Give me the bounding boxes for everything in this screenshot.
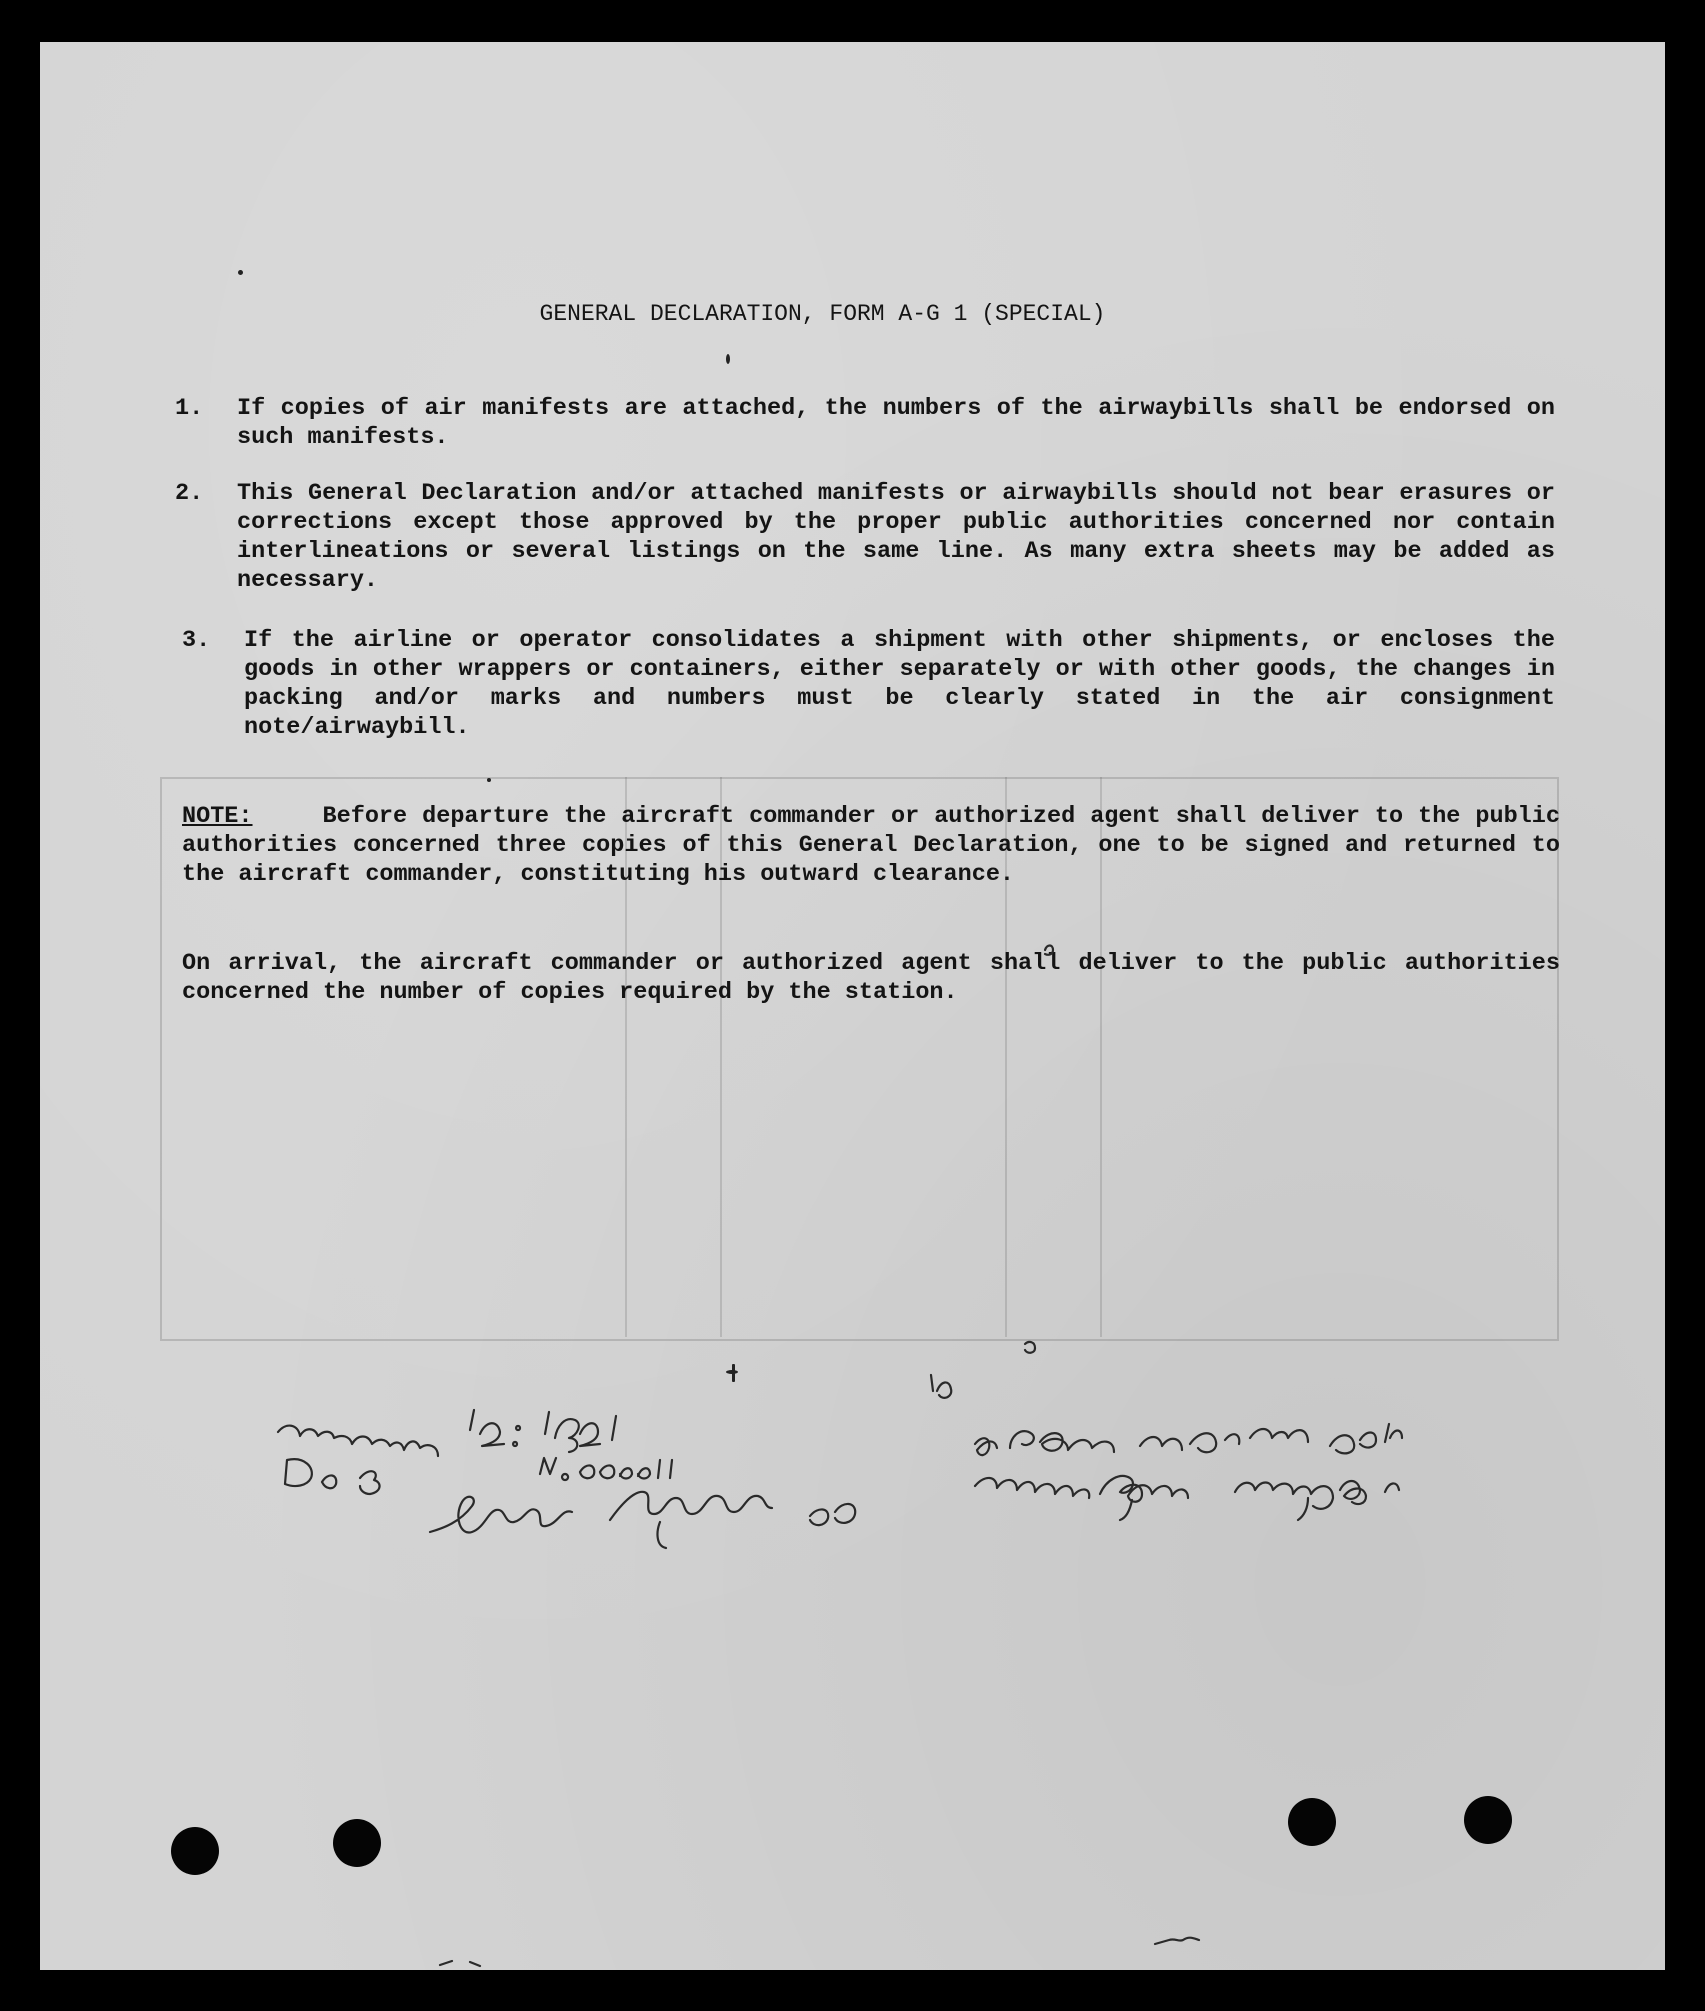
list-item-number: 3.	[182, 627, 211, 654]
scan-speck	[732, 1364, 735, 1382]
list-item-number: 1.	[175, 395, 204, 422]
page-title: GENERAL DECLARATION, FORM A-G 1 (SPECIAL)	[539, 301, 1106, 327]
scan-speck	[726, 354, 730, 364]
list-item-text: This General Declaration and/or attached manifests or airwaybills should not bear erasures or corrections except those approved by the proper public authorities concerned nor contain interlineations or several listings on the same line. As many extra sheets may be added as necessary.	[237, 480, 1555, 594]
punch-hole	[1464, 1796, 1512, 1844]
list-item-number: 2.	[175, 480, 204, 507]
arrival-paragraph: On arrival, the aircraft commander or authorized agent shall deliver to the public authorities concerned the number of copies required by the station.	[182, 950, 1560, 1006]
punch-hole	[333, 1819, 381, 1867]
document-page	[40, 42, 1665, 1970]
note-text: Before departure the aircraft commander or authorized agent shall deliver to the public authorities concerned three copies of this General Declaration, one to be signed and returned to the aircraft commander, constituting his outward clearance.	[182, 803, 1560, 888]
punch-hole	[171, 1827, 219, 1875]
note-label: NOTE:	[182, 803, 253, 830]
list-item-text: If copies of air manifests are attached, the numbers of the airwaybills shall be endorsed on such manifests.	[237, 395, 1555, 451]
handwritten-notes	[40, 42, 1665, 1970]
list-item-text: If the airline or operator consolidates a shipment with other shipments, or encloses the goods in other wrappers or containers, either separately or with other goods, the changes in packing and/or marks and numbers must be clearly stated in the air consignment note/airwaybill.	[244, 627, 1555, 741]
punch-hole	[1288, 1798, 1336, 1846]
scan-speck	[238, 270, 243, 275]
scan-speck	[487, 778, 491, 782]
